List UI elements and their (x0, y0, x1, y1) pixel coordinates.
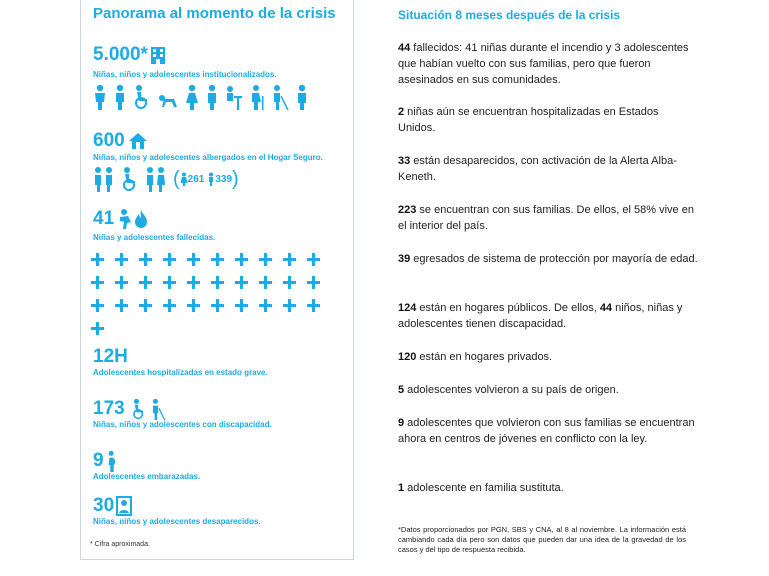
stat-sheltered-caption: Niñas, niños y adolescentes albergados en el Hogar Seguro. (93, 153, 323, 162)
item-hogares-privados (398, 349, 698, 365)
cross-mark (283, 253, 296, 266)
stat-hospitalized-number: 12H (93, 346, 128, 367)
cross-mark (115, 253, 128, 266)
stat-pregnant (93, 450, 118, 472)
item-text: adolescentes volvieron a su país de origen. (404, 384, 619, 396)
cross-mark (187, 276, 200, 289)
boy-icon (205, 84, 219, 110)
cross-mark (163, 276, 176, 289)
stat-institutionalized (93, 44, 166, 66)
cross-mark (211, 253, 224, 266)
item-familias (398, 202, 698, 234)
stat-deceased (93, 208, 151, 230)
item-text: están en hogares públicos. De ellos, (416, 302, 600, 314)
item-hospitalizadas (398, 104, 698, 136)
item-number: 39 (398, 253, 411, 265)
item-fallecidos (398, 40, 698, 88)
item-desaparecidos (398, 153, 698, 185)
item-text-secondary: niños, niñas y adolescentes tienen discapacidad. (398, 302, 683, 330)
stat-missing (93, 495, 132, 517)
item-pais-origen (398, 382, 698, 398)
item-text: niñas aún se encuentran hospitalizadas en Estados Unidos. (398, 106, 659, 134)
item-familia-sustituta (398, 480, 698, 496)
child-icon (93, 84, 107, 110)
cross-mark (139, 276, 152, 289)
item-text: adolescente en familia sustituta. (404, 482, 564, 494)
cross-mark (187, 253, 200, 266)
sheltered-icons-row (93, 166, 239, 192)
footnote: *Datos proporcionados por PGN, SBS y CNA, al 8 al noviembre. La información está cambiando cada día pero son datos que pueden dar una idea de la gravedad de los casos y del tipo de respuesta recibida. (398, 525, 686, 554)
crawling-baby-icon (157, 84, 179, 110)
cross-mark (115, 299, 128, 312)
cross-mark (307, 276, 320, 289)
item-text: adolescentes que volvieron con sus familias se encuentran ahora en centros de jóvenes en conflicto con la ley. (398, 417, 695, 445)
cross-mark (307, 299, 320, 312)
cross-mark (91, 253, 104, 266)
cross-mark (211, 276, 224, 289)
stat-disability-caption: Niñas, niños y adolescentes con discapacidad. (93, 420, 272, 429)
cross-mark (163, 299, 176, 312)
cross-mark (259, 299, 272, 312)
item-text: se encuentran con sus familias. De ellos, el 58% vive en el interior del país. (398, 204, 694, 232)
cross-mark (307, 253, 320, 266)
item-number: 223 (398, 204, 417, 216)
item-number: 124 (398, 302, 417, 314)
stat-institutionalized-number: 5.000* (93, 44, 148, 65)
stat-sheltered-number: 600 (93, 130, 125, 151)
stat-disability (93, 398, 167, 420)
item-number: 120 (398, 351, 417, 363)
cross-mark (115, 276, 128, 289)
cross-mark (235, 276, 248, 289)
boy-small-icon (207, 172, 215, 186)
stat-hospitalized-caption: Adolescentes hospitalizadas en estado grave. (93, 368, 268, 377)
wheelchair-icon (129, 398, 149, 420)
stat-missing-caption: Niñas, niños y adolescentes desaparecidos. (93, 517, 261, 526)
cross-mark (139, 299, 152, 312)
item-number-secondary: 44 (599, 302, 613, 314)
stat-pregnant-number: 9 (93, 450, 104, 471)
cross-mark (91, 276, 104, 289)
left-title: Panorama al momento de la crisis (93, 5, 336, 22)
people-icons-row (93, 84, 315, 110)
wheelchair-icon (121, 166, 139, 192)
fire-victim-icon (117, 208, 151, 230)
house-icon (128, 132, 148, 150)
blind-person-icon (271, 84, 289, 110)
stat-disability-number: 173 (93, 398, 125, 419)
girls-count: 261 (187, 173, 205, 185)
item-hogares-publicos (398, 300, 698, 332)
item-number: 5 (398, 384, 405, 396)
item-number: 44 (398, 42, 411, 54)
girl-small-icon (180, 172, 188, 186)
missing-poster-icon (116, 496, 132, 516)
stat-deceased-caption: Niñas y adolescentes fallecidas. (93, 233, 216, 242)
stat-institutionalized-caption: Niñas, niños y adolescentes institucionalizados. (93, 70, 277, 79)
right-title: Situación 8 meses después de la crisis (398, 8, 621, 22)
cross-mark (283, 276, 296, 289)
stat-hospitalized (93, 346, 128, 368)
desk-student-icon (225, 84, 243, 110)
elderly-icon (249, 84, 265, 110)
teen-icon (295, 84, 309, 110)
boys-count: 339 (215, 173, 233, 185)
cross-mark (283, 299, 296, 312)
cross-mark (235, 253, 248, 266)
wheelchair-icon (133, 84, 151, 110)
item-text: están en hogares privados. (416, 351, 553, 363)
cross-mark (211, 299, 224, 312)
paren-open: ( (173, 167, 180, 190)
item-centros-jovenes (398, 415, 698, 447)
item-text: egresados de sistema de protección por mayoría de edad. (410, 253, 698, 265)
family-icon (93, 166, 115, 192)
children-pair-icon (145, 166, 167, 192)
girl-icon (185, 84, 199, 110)
building-icon (150, 46, 166, 64)
cross-mark (187, 299, 200, 312)
stat-deceased-number: 41 (93, 208, 115, 229)
cross-mark (235, 299, 248, 312)
approx-note: * Cifra aproximada. (90, 541, 150, 548)
stat-missing-number: 30 (93, 495, 115, 516)
item-number: 1 (398, 482, 405, 494)
cross-mark (91, 299, 104, 312)
cross-mark (91, 322, 104, 335)
pregnant-icon (106, 450, 118, 472)
child-icon (113, 84, 127, 110)
cross-mark (259, 276, 272, 289)
cross-mark (163, 253, 176, 266)
stat-pregnant-caption: Adolescentes embarazadas. (93, 472, 201, 481)
paren-close: ) (232, 167, 239, 190)
item-egresados (398, 251, 698, 267)
item-text: están desaparecidos, con activación de la Alerta Alba-Keneth. (398, 155, 677, 183)
cross-mark (259, 253, 272, 266)
blind-person-icon (149, 398, 167, 420)
item-text: fallecidos: 41 niñas durante el incendio y 3 adolescentes que habían vuelto con sus familias, pero que fueron asesinados en sus comunidades. (398, 42, 689, 86)
item-number: 33 (398, 155, 411, 167)
item-number: 2 (398, 106, 405, 118)
cross-mark (139, 253, 152, 266)
stat-sheltered (93, 130, 148, 152)
item-number: 9 (398, 417, 405, 429)
